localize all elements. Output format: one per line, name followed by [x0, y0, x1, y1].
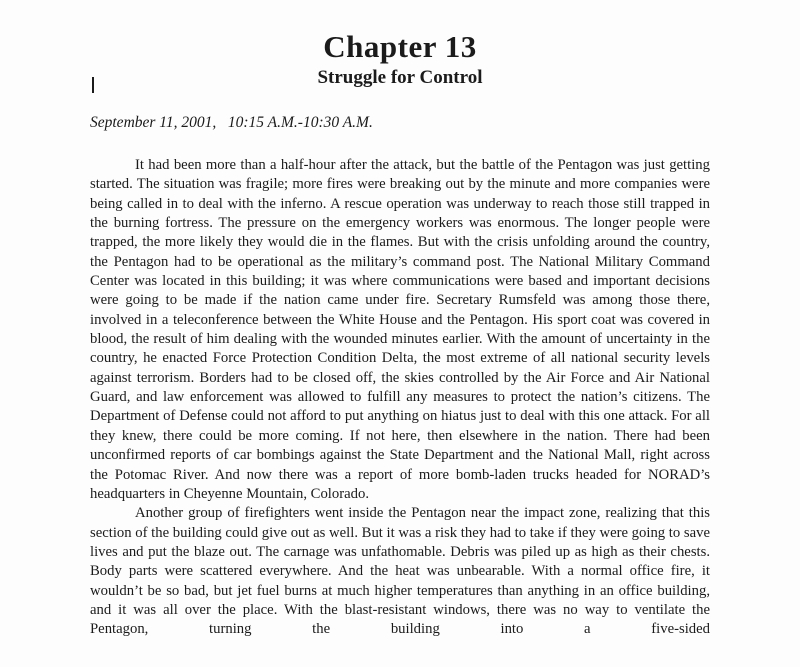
paragraph-2[interactable]: Another group of firefighters went inside the Pentagon near the impact zone, realizing that this section of the building could give out as well. But it was a risk they had to take if they were going to save lives and put the blaze out. The carnage was unfathomable. Debris was piled up as high as their chests. Body parts were scattered everywhere. And the heat was unbearable. With a normal office fire, it wouldn’t be so bad, but jet fuel burns at much higher temperatures than anything in an office building, and it was all over the place. With the blast-resistant windows, there was no way to ventilate the Pentagon, turning the building into a five-sided [90, 505, 710, 638]
body-text-area [90, 156, 710, 667]
chapter-title[interactable]: Chapter 13 [323, 28, 477, 64]
date-time-line[interactable]: September 11, 2001, 10:15 A.M.-10:30 A.M. [90, 114, 373, 131]
text-cursor [92, 77, 94, 93]
chapter-subtitle[interactable]: Struggle for Control [317, 66, 483, 88]
paragraph-1[interactable]: It had been more than a half-hour after the attack, but the battle of the Pentagon was just getting started. The situation was fragile; more fires were breaking out by the minute and more companies were being called in to deal with the inferno. A rescue operation was underway to reach those still trapped in the burning fortress. The pressure on the emergency workers was enormous. The longer people were trapped, the more likely they would die in the flames. But with the crisis unfolding around the country, the Pentagon had to be operational as the military’s command post. The National Military Command Center was located in this building; it was where communications were based and important decisions were going to be made if the nation came under fire. Secretary Rumsfeld was among those there, involved in a teleconference between the White House and the Pentagon. His sport coat was covered in blood, the result of him dealing with the wounded minutes earlier. With the amount of uncertainty in the country, he enacted Force Protection Condition Delta, the most extreme of all national security levels against terrorism. Borders had to be closed off, the skies controlled by the Air Force and Air National Guard, and law enforcement was allowed to fulfill any measures to protect the nation’s citizens. The Department of Defense could not afford to put anything on hiatus just to deal with this one attack. For all they knew, there could be more coming. If not here, then elsewhere in the nation. There had been unconfirmed reports of car bombings against the State Department and the National Mall, right across the Potomac River. And now there was a report of more bomb-laden trucks headed for NORAD’s headquarters in Cheyenne Mountain, Colorado. [90, 157, 710, 502]
